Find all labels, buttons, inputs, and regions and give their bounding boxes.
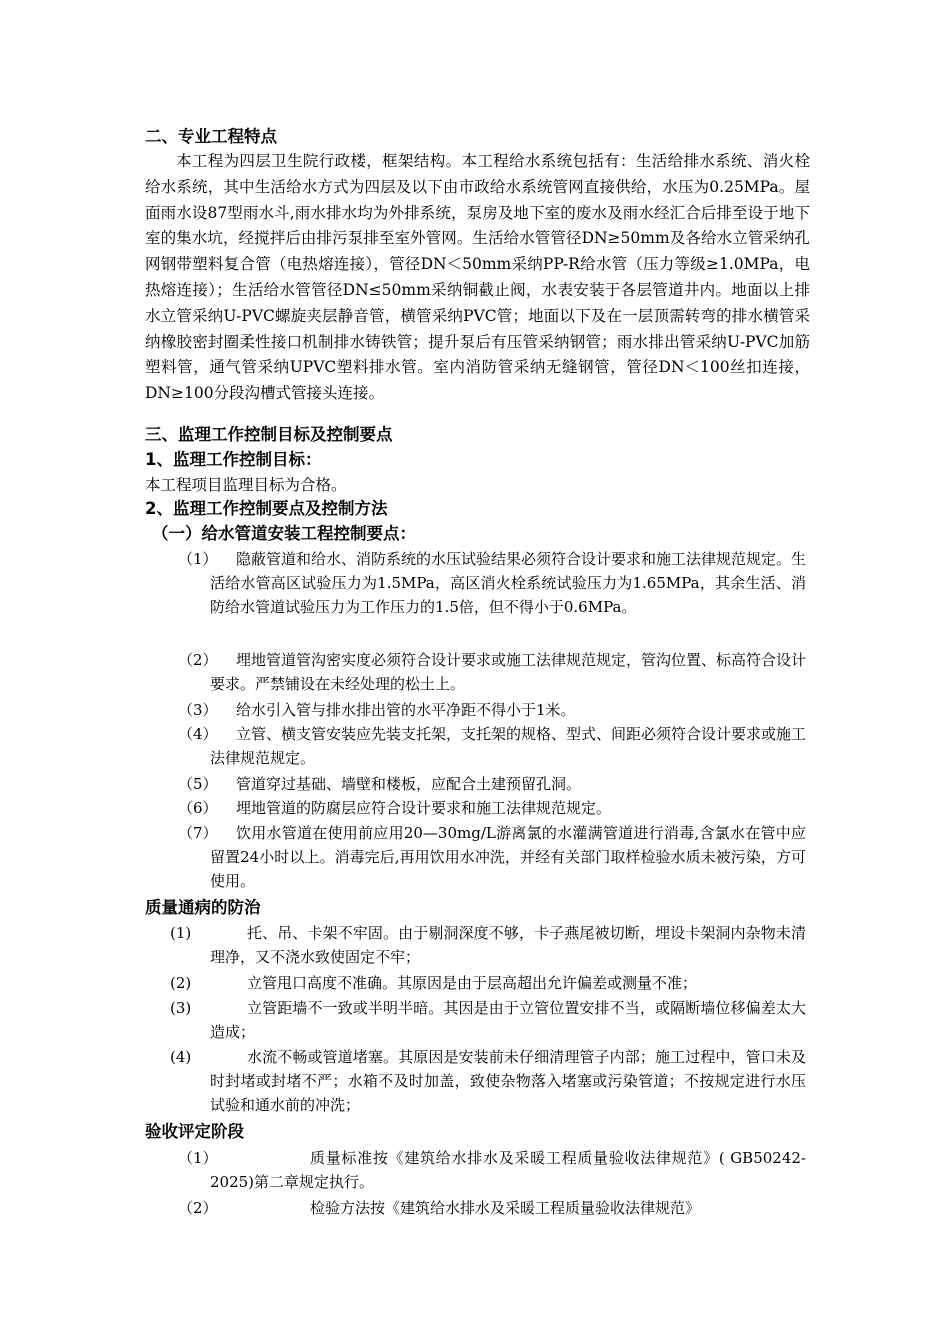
section-heading-professional-features: 二、专业工程特点 xyxy=(145,127,277,146)
list-item xyxy=(178,547,806,619)
list-item-number: （6） xyxy=(178,799,218,817)
list-item-text: 检验方法按《建筑给水排水及采暖工程质量验收法律规范》 xyxy=(310,1199,701,1217)
list-item xyxy=(178,648,806,696)
list-item-text: 给水引入管与排水排出管的水平净距不得小于1米。 xyxy=(236,701,576,719)
list-item-text: 立管距墙不一致或半明半暗。其因是由于立管位置安排不当，或隔断墙位移偏差太大造成； xyxy=(210,999,806,1041)
list-item-number: (3) xyxy=(170,999,192,1017)
list-item xyxy=(178,722,806,770)
list-item-number: （5） xyxy=(178,775,218,793)
list-item xyxy=(178,1196,806,1220)
list-item-text: 埋地管道的防腐层应符合设计要求和施工法律规范规定。 xyxy=(236,799,612,817)
list-item-number: （4） xyxy=(178,725,218,743)
list-item-number: (4) xyxy=(170,1048,192,1066)
list-item-number: (1) xyxy=(170,924,192,942)
list-item-text: 立管、横支管安装应先装支托架，支托架的规格、型式、间距必须符合设计要求或施工法律规范规定。 xyxy=(210,725,807,767)
section-heading-acceptance-stage: 验收评定阶段 xyxy=(145,1122,244,1141)
list-item-number: （2） xyxy=(178,651,218,669)
list-item-text: 质量标准按《建筑给水排水及采暖工程质量验收法律规范》( GB50242-2025)第二章规定执行。 xyxy=(210,1149,806,1191)
list-item-text: 管道穿过基础、墙壁和楼板，应配合土建预留孔洞。 xyxy=(236,775,582,793)
list-item-text: 托、吊、卡架不牢固。由于剔洞深度不够，卡子燕尾被切断，埋设卡架洞内杂物未清理净，又不浇水致使固定不牢； xyxy=(210,924,806,966)
control-objective-text: 本工程项目监理目标为合格。 xyxy=(145,476,347,494)
list-item-number: （1） xyxy=(178,1149,218,1167)
list-item xyxy=(170,921,806,969)
list-item-number: （3） xyxy=(178,701,218,719)
list-item xyxy=(178,821,806,893)
list-item xyxy=(170,996,806,1044)
project-description-paragraph: 本工程为四层卫生院行政楼，框架结构。本工程给水系统包括有：生活给排水系统、消火栓给水系统，其中生活给水方式为四层及以下由市政给水系统管网直接供给，水压为0.25MPa。屋面雨水设87型雨水斗,雨水排水均为外排系统，泵房及地下室的废水及雨水经汇合后排至设于地下室的集水坑，经搅拌后由排污泵排至室外管网。生活给水管管径DN≥50mm及各给水立管采纳孔网钢带塑料复合管（电热熔连接），管径DN＜50mm采纳PP-R给水管（压力等级≥1.0MPa，电热熔连接）；生活给水管管径DN≤50mm采纳铜截止阀，水表安装于各层管道井内。地面以上排水立管采纳U-PVC螺旋夹层静音管，横管采纳PVC管；地面以下及在一层顶需转弯的排水横管采纳橡胶密封圈柔性接口机制排水铸铁管；提升泵后有压管采纳钢管；雨水排出管采纳U-PVC加筋塑料管，通气管采纳UPVC塑料排水管。室内消防管采纳无缝钢管，管径DN＜100丝扣连接，DN≥100分段沟槽式管接头连接。 xyxy=(145,152,810,403)
list-item xyxy=(178,772,806,796)
list-item-number: （7） xyxy=(178,824,218,842)
list-item xyxy=(178,796,806,820)
list-item xyxy=(178,1146,806,1194)
subheading-control-methods: 2、监理工作控制要点及控制方法 xyxy=(145,499,388,518)
list-item xyxy=(170,971,806,995)
list-item-text: 饮用水管道在使用前应用20—30mg/L游离氯的水灌满管道进行消毒,含氯水在管中应留置24小时以上。消毒完后,再用饮用水冲洗，并经有关部门取样检验水质未被污染，方可使用。 xyxy=(210,824,806,890)
subheading-control-objective: 1、监理工作控制目标： xyxy=(145,450,322,469)
list-item-number: （1） xyxy=(178,550,218,568)
section-heading-quality-defects: 质量通病的防治 xyxy=(145,898,261,917)
list-item-text: 埋地管道管沟密实度必须符合设计要求或施工法律规范规定，管沟位置、标高符合设计要求。严禁铺设在未经处理的松土上。 xyxy=(210,651,807,693)
list-item-number: （2） xyxy=(178,1199,218,1217)
list-item xyxy=(170,1045,806,1117)
section-heading-control-objectives: 三、监理工作控制目标及控制要点 xyxy=(145,425,393,444)
list-item-number: (2) xyxy=(170,974,192,992)
subheading-water-supply-control-points: （一）给水管道安装工程控制要点： xyxy=(152,524,416,543)
list-item-text: 隐蔽管道和给水、消防系统的水压试验结果必须符合设计要求和施工法律规范规定。生活给水管高区试验压力为1.5MPa，高区消火栓系统试验压力为1.65MPa，其余生活、消防给水管道试验压力为工作压力的1.5倍，但不得小于0.6MPa。 xyxy=(210,550,807,616)
list-item-text: 水流不畅或管道堵塞。其原因是安装前未仔细清理管子内部；施工过程中，管口未及时封堵或封堵不严；水箱不及时加盖，致使杂物落入堵塞或污染管道；不按规定进行水压试验和通水前的冲洗； xyxy=(210,1048,806,1114)
list-item-text: 立管甩口高度不准确。其原因是由于层高超出允许偏差或测量不准； xyxy=(247,974,698,992)
list-item xyxy=(178,698,806,722)
